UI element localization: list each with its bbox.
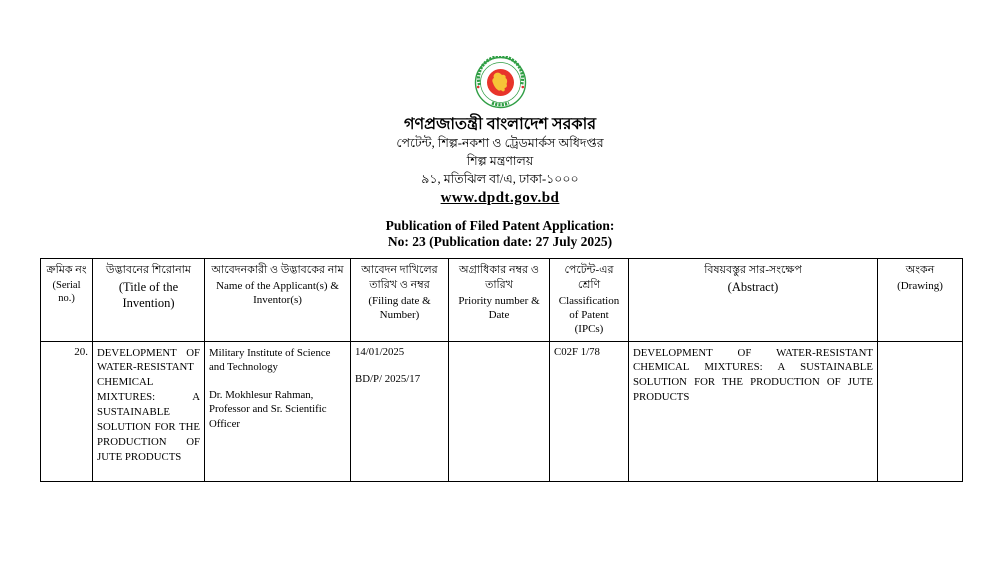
document-title-line1: Publication of Filed Patent Application: <box>385 218 615 234</box>
govt-emblem-icon <box>474 56 527 109</box>
department-name: পেটেন্ট, শিল্প-নকশা ও ট্রেডমার্কস অধিদপ্তর <box>396 136 604 150</box>
col-header-abstract: বিষয়বস্তুর সার-সংক্ষেপ (Abstract) <box>629 259 878 342</box>
table-row <box>41 341 963 481</box>
col-header-drawing: অংকন (Drawing) <box>878 259 963 342</box>
col-header-classification: পেটেন্ট-এর শ্রেণি Classification of Patent (IPCs) <box>550 259 629 342</box>
emblem-dot-left <box>476 86 479 89</box>
applicant-cell <box>205 341 351 481</box>
government-name: গণপ্রজাতন্ত্রী বাংলাদেশ সরকার <box>403 116 597 133</box>
col-header-priority: অগ্রাধিকার নম্বর ও তারিখ Priority number & Date <box>449 259 550 342</box>
emblem-dot-right <box>521 86 524 89</box>
priority-cell <box>449 341 550 481</box>
office-address: ৯১, মতিঝিল বা/এ, ঢাকা-১০০০ <box>421 171 579 186</box>
serial-cell: 20. <box>41 341 93 481</box>
letterhead <box>0 56 1000 250</box>
table-header-row <box>41 259 963 342</box>
applicant-name: Military Institute of Science and Technology <box>209 346 331 373</box>
drawing-cell <box>878 341 963 481</box>
col-header-filing: আবেদন দাখিলের তারিখ ও নম্বর (Filing date & Number) <box>351 259 449 342</box>
document-title-line2: No: 23 (Publication date: 27 July 2025) <box>387 234 613 250</box>
inventor-name: Dr. Mokhlesur Rahman, Professor and Sr. Scientific Officer <box>209 389 327 430</box>
filing-cell <box>351 341 449 481</box>
ministry-name: শিল্প মন্ত্রণালয় <box>466 153 534 168</box>
classification-cell: C02F 1/78 <box>550 341 629 481</box>
filing-date: 14/01/2025 <box>355 345 405 358</box>
website-link[interactable]: www.dpdt.gov.bd <box>440 190 560 207</box>
emblem-container <box>0 56 1000 109</box>
document-title <box>0 218 1000 250</box>
invention-title-cell: DEVELOPMENT OF WATER-RESISTANT CHEMICAL MIXTURES: A SUSTAINABLE SOLUTION FOR THE PRODUCTION OF JUTE PRODUCTS <box>93 341 205 481</box>
col-header-serial: ক্রমিক নং (Serial no.) <box>41 259 93 342</box>
col-header-applicant: আবেদনকারী ও উদ্ভাবকের নাম Name of the Applicant(s) & Inventor(s) <box>205 259 351 342</box>
col-header-title: উদ্ভাবনের শিরোনাম (Title of the Invention) <box>93 259 205 342</box>
abstract-cell: DEVELOPMENT OF WATER-RESISTANT CHEMICAL MIXTURES: A SUSTAINABLE SOLUTION FOR THE PRODUCTION OF JUTE PRODUCTS <box>629 341 878 481</box>
filing-number: BD/P/ 2025/17 <box>355 372 421 385</box>
patent-publication-table <box>40 258 963 482</box>
